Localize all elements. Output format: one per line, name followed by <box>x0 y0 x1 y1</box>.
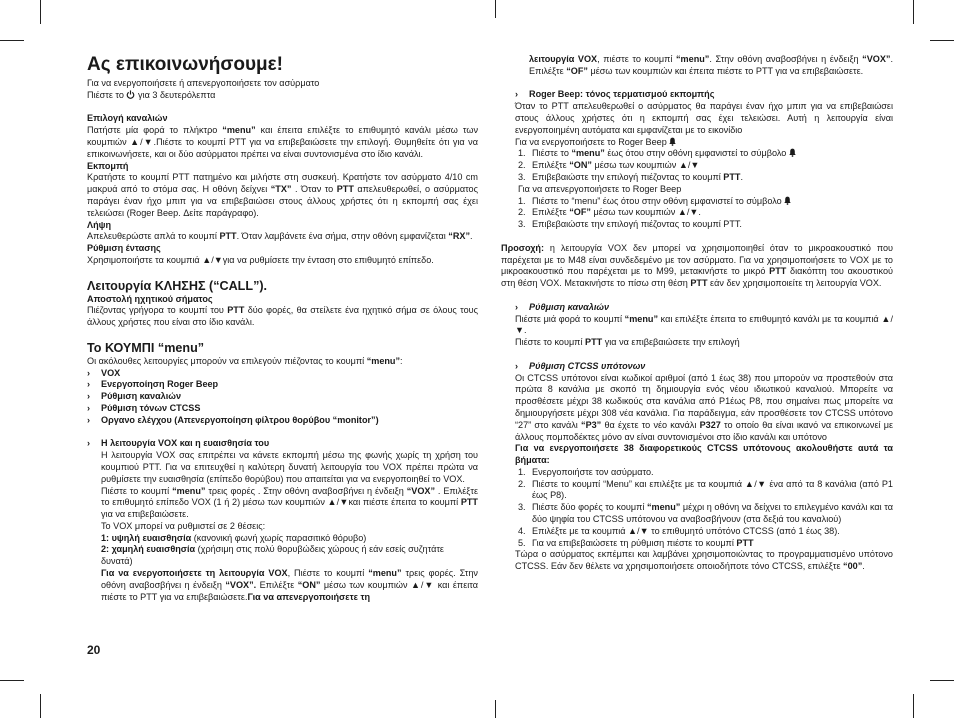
list-item: › Οργανο ελέγχου (Απενεργοποίηση φίλτρου θορύβου “monitor”) <box>87 414 379 425</box>
right-column <box>501 54 894 573</box>
section-title: Λειτουργία ΚΛΗΣΗΣ (“CALL”). <box>87 278 268 293</box>
bell-icon <box>789 148 796 157</box>
paragraph: Οι CTCSS υπότονοι είναι κωδικοί αριθμοί (από 1 έως 38) που μπορούν να προστεθούν στα πρώτα 8 κανάλια με σκοπό τη δημιουργία ενός νέου ιδιωτικού καναλιού. Μπορείτε να προσθέσετε μέχρι 38 κωδικούς στα κανάλια από P1έως P8, που σημαίνει πως μπορείτε να δημιουργήσετε μέχρι 308 νέα κανάλια. Για παράδειγμα, εάν προσθέσετε τον CTCSS υπότονο “27” στο κανάλι “P3” θα έχετε το νέο κανάλι P327 το οποίο θα είναι ικανό να επικοινωνεί με άλλους πομποδέκτες μόνο αν είναι συντονισμένοι στο ίδιο κανάλι και υπότονο <box>515 372 894 442</box>
paragraph: Τώρα ο ασύρματος εκπέμπει και λαμβάνει χρησιμοποιώντας το προγραμματισμένο υπότονο CTCSS. Εάν δεν θέλετε να χρησιμοποιήσετε οποιοδήποτε τόνο CTCSS, επιλέξτε “00”. <box>515 549 893 572</box>
paragraph: Για να ενεργοποιήσετε το Roger Beep <box>515 137 893 149</box>
paragraph: Η λειτουργία VOX σας επιτρέπει να κάνετε εκπομπή μέσω της φωνής χωρίς τη χρήση του κουμπιού PTT. Για να επιτευχθεί η καλύτερη δυνατή λειτουργία του VOX πρέπει πρώτα να ρυθμίσετε την ευαισθησία (επίπεδο θορύβου) που απαιτείται για να ενεργοποιηθεί το VOX. <box>101 450 478 484</box>
crop-mark <box>40 694 41 718</box>
paragraph: Πιέστε το κουμπί PTT για να επιβεβαιώσετε την επιλογή <box>515 337 740 348</box>
left-column <box>87 54 478 603</box>
section-heading: Εκπομπή <box>87 160 129 171</box>
paragraph: Πατήστε μία φορά το πλήκτρο “menu” και έπειτα επιλέξτε το επιθυμητό κανάλι μέσω των κουμπιών ▲/▼.Πιέστε το κουμπί PTT για να επιβεβαιώσετε την επιλογή. Θυμηθείτε ότι για να επικοινωνήσετε, και οι δύο ασύρματοι πρέπει να είναι συντονισμένα στο ίδιο κανάλι. <box>87 125 478 159</box>
center-mark <box>495 700 496 718</box>
paragraph: Οι ακόλουθες λειτουργίες μπορούν να επιλεγούν πιέζοντας το κουμπί “menu”: <box>87 355 403 366</box>
page-number: 20 <box>87 643 101 657</box>
crop-mark <box>40 0 41 24</box>
page-title: Ας επικοινωνήσουμε! <box>87 54 283 75</box>
paragraph: Χρησιμοποιήστε τα κουμπιά ▲/▼για να ρυθμίσετε την ένταση στο επιθυμητό επίπεδο. <box>87 254 434 265</box>
list-item: › Ρύθμιση τόνων CTCSS <box>87 402 201 413</box>
paragraph: Για να απενεργοποιήσετε το Roger Beep <box>518 183 682 194</box>
paragraph: 1: υψηλή ευαισθησία (κανονική φωνή χωρίς παρασιτικό θόρυβο) <box>101 532 367 543</box>
list-item: 4. Επιλέξτε με τα κουμπιά ▲/▼ το επιθυμητό υπότόνο CTCSS (από 1 έως 38). <box>518 525 840 536</box>
section-heading: › Roger Beep: τόνος τερματισμού εκπομπής <box>515 89 715 100</box>
intro-line <box>87 90 478 102</box>
paragraph: Όταν το PTT απελευθερωθεί ο ασύρματος θα παράγει έναν ήχο μπιπ για να επιβεβαιώσει στους άλλους χρήστες ότι η εκπομπή σας έχει τελειώσει. Αυτή η λειτουργία είναι ενεργοποιημένη αυτόματα και εμφανίζεται με το εικονίδιο <box>515 101 893 135</box>
intro-text: Πιέστε το <box>87 89 124 100</box>
list-item: › Ρύθμιση καναλιών <box>87 391 181 402</box>
center-mark <box>495 0 496 18</box>
intro-line: Για να ενεργοποιήσετε ή απενεργοποιήσετε τον ασύρματο <box>87 78 320 88</box>
crop-mark <box>913 694 914 718</box>
list-item: 3. Επιβεβαιώστε την επιλογή πιέζοντας το κουμπί PTT. <box>518 171 743 182</box>
power-icon <box>126 90 135 99</box>
list-item: 3. Πιέστε δύο φορές το κουμπί “menu” μέχρι η οθόνη να δείχνει το επιλεγμένο κανάλι και τα δύο ψηφία του CTCSS υπότονου να αναβοσβήνουν (στα δεξιά του καναλιού) <box>518 502 893 525</box>
bell-icon <box>669 137 676 146</box>
paragraph: Απελευθερώστε απλά το κουμπί PTT. Όταν λαμβάνετε ένα σήμα, στην οθόνη εμφανίζεται “RX”. <box>87 231 473 242</box>
section-heading: › Η λειτουργία VOX και η ευαισθησία του <box>87 438 270 449</box>
paragraph: Για να ενεργοποιήσετε τη λειτουργία VOX, Πιέστε το κουμπί “menu” τρεις φορές. Στην οθόνη αναβοσβήνει η ένδειξη “VOX”. Επιλέξτε “ON” μέσω των κουμπιών ▲/▼ και έπειτα πιέστε το PTT για να επιβεβαιώσετε.Για να απενεργοποιήσετε τη <box>101 568 478 602</box>
section-heading: Επιλογή καναλιών <box>87 113 168 124</box>
section-title: Το ΚΟΥΜΠΙ “menu” <box>87 340 205 355</box>
list-item: 2. Επιλέξτε “ON” μέσω των κουμπιών ▲/▼ <box>518 160 700 171</box>
paragraph: 2: χαμηλή ευαισθησία (χρήσιμη στις πολύ θορυβώδεις χώρους ή εάν εσείς συζητάτε δυνατά) <box>101 544 444 567</box>
list-item: 5. Για να επιβεβαιώσετε τη ρύθμιση πιέστε το κουμπί PTT <box>518 537 754 548</box>
section-heading: Λήψη <box>87 219 112 230</box>
section-heading: Ρύθμιση έντασης <box>87 243 161 254</box>
paragraph: λειτουργία VOX, πιέστε το κουμπί “menu”. Στην οθόνη αναβοσβήνει η ένδειξη “VOX”. Επιλέξτε “OF” μέσω των κουμπιών και έπειτα πιέστε το PTT για να επιβεβαιώσετε. <box>529 54 893 76</box>
section-heading: Αποστολή ηχητικού σήματος <box>87 293 213 304</box>
paragraph: Κρατήστε το κουμπί PTT πατημένο και μιλήστε στη συσκευή. Κρατήστε τον ασύρματο 4/10 cm μακρυά από το στόμα σας. Η οθόνη δείχνει “TX” . Όταν το PTT απελευθερωθεί, ο ασύρματος παράγει έναν ήχο μπιπ για να επιβεβαιώσει στους άλλους χρήστες ότι η εκπομπή σας έχει τελειώσει (Roger Beep. Δείτε παράγραφο). <box>87 172 478 218</box>
bell-icon <box>784 196 791 205</box>
section-heading: › Ρύθμιση CTCSS υπότονων <box>515 360 646 371</box>
crop-mark <box>0 680 24 681</box>
list-item: › VOX <box>87 367 121 378</box>
list-item: 1. Πιέστε το “menu” έως ότου στην οθόνη εμφανιστεί το σύμβολο <box>515 196 893 208</box>
paragraph: Πιέστε μιά φορά το κουμπί “menu” και επιλέξτε έπειτα το επιθυμητό κανάλι με τα κουμπιά ▲/▼. <box>515 313 893 336</box>
crop-mark <box>913 0 914 24</box>
list-item: 1. Ενεργοποιήστε τον ασύρματο. <box>518 466 654 477</box>
crop-mark <box>930 680 954 681</box>
paragraph: Για να ενεργοποιήσετε 38 διαφορετικούς CTCSS υπότονους ακολουθήστε αυτά τα βήματα: <box>515 443 893 466</box>
list-item: › Ενεργοποίηση Roger Beep <box>87 379 219 390</box>
crop-mark <box>0 40 24 41</box>
intro-text: για 3 δευτερόλεπτα <box>138 89 216 100</box>
list-item: 2. Πιέστε το κουμπί “Menu” και επιλέξτε με τα κουμπιά ▲/▼ ένα από τα 8 κανάλια (από P1 έως P8). <box>518 478 893 501</box>
list-item: 2. Επιλέξτε “OF” μέσω των κουμπιών ▲/▼. <box>518 207 701 218</box>
crop-mark <box>930 40 954 41</box>
warning-paragraph: Προσοχή: η λειτουργία VOX δεν μπορεί να χρησιμοποιηθεί όταν το μικροακουστικό που παρέχεται με το M48 είναι συνδεδεμένο με τον ασύρματο. Για να χρησιμοποιήσετε το VOX με το μικροακουστικό που παρέχεται με το M99, μετακινήστε το μικρό PTT διακόπτη του ακουστικού στη θέση VOX. Μετακινήστε το πίσω στη θέση PTT εάν δεν χρησιμοποιείτε τη λειτουργία VOX. <box>501 242 893 289</box>
list-item: 3. Επιβεβαιώστε την επιλογή πιέζοντας το κουμπί PTT. <box>518 219 742 230</box>
list-item: 1. Πιέστε το “menu” έως ότου στην οθόνη εμφανιστεί το σύμβολο <box>515 148 893 160</box>
section-heading: › Ρύθμιση καναλιών <box>515 301 610 312</box>
paragraph: Πιέστε το κουμπί “menu” τρεις φορές . Στην οθόνη αναβοσβήνει η ένδειξη “VOX” . Επιλέξτε το επιθυμητό επίπεδο VOX (1 ή 2) μέσω των κουμπιών ▲/▼και πιέστε έπειτα το κουμπί PTT για να επιβεβαιώσετε. <box>101 485 478 520</box>
paragraph: Το VOX μπορεί να ρυθμιστεί σε 2 θέσεις: <box>101 520 266 531</box>
paragraph: Πιέζοντας γρήγορα το κουμπί του PTT δύο φορές, θα στείλετε ένα ηχητικό σήμα σε όλους τους άλλους χρήστες που είναι στο ίδιο κανάλι. <box>87 305 479 328</box>
